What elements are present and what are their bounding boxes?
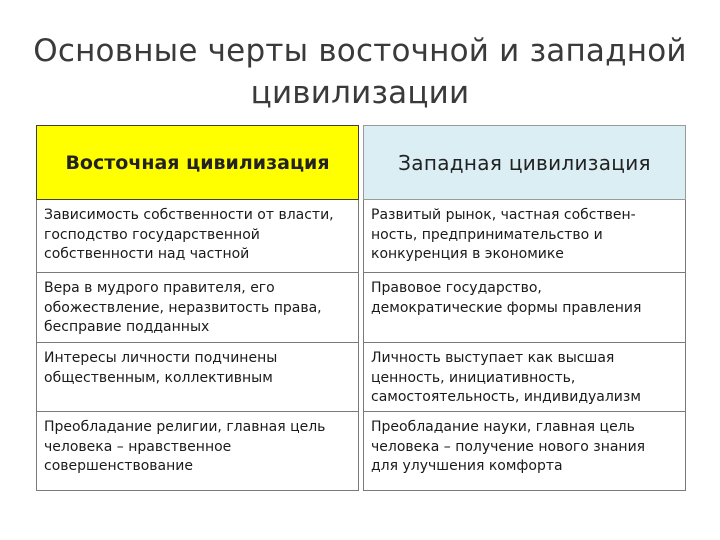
row-3-west xyxy=(363,343,686,412)
cell-line: человека – получение нового знания xyxy=(371,438,646,455)
cell-line: человека – нравственное xyxy=(44,438,232,455)
cell-line: обожествление, неразвитость права, xyxy=(44,299,322,316)
cell-line: для улучшения комфорта xyxy=(371,458,563,474)
cell-line: Личность выступает как высшая xyxy=(371,350,615,366)
cell-line: Правовое государство, xyxy=(371,280,542,296)
cell-line: собственности над частной xyxy=(44,246,250,262)
slide-title xyxy=(20,30,700,114)
row-1-east xyxy=(36,200,359,273)
row-2-west xyxy=(363,273,686,343)
cell-line: самостоятельность, индивидуализм xyxy=(371,389,641,405)
slide-title-line-1: Основные черты восточной и западной xyxy=(33,33,687,69)
cell-line: конкуренция в экономике xyxy=(371,246,564,262)
header-west: Западная цивилизация xyxy=(363,125,686,200)
row-4-west xyxy=(363,412,686,491)
row-1-west xyxy=(363,200,686,273)
cell-line: господство государственной xyxy=(44,226,260,243)
cell-line: общественным, коллективным xyxy=(44,369,273,386)
cell-line: Интересы личности подчинены xyxy=(44,350,278,366)
cell-line: бесправие подданных xyxy=(44,319,210,335)
slide-title-line-2: цивилизации xyxy=(250,75,470,111)
header-east: Восточная цивилизация xyxy=(36,125,359,200)
cell-line: Зависимость собственности от власти, xyxy=(44,207,334,223)
cell-line: ценность, инициативность, xyxy=(371,369,576,386)
comparison-table xyxy=(36,125,686,491)
row-4-east xyxy=(36,412,359,491)
cell-line: Преобладание науки, главная цель xyxy=(371,419,635,435)
cell-line: Вера в мудрого правителя, его xyxy=(44,280,275,296)
cell-line: демократические формы правления xyxy=(371,299,642,316)
cell-line: Развитый рынок, частная собствен- xyxy=(371,207,636,223)
row-3-east xyxy=(36,343,359,412)
row-2-east xyxy=(36,273,359,343)
cell-line: ность, предпринимательство и xyxy=(371,226,603,243)
cell-line: Преобладание религии, главная цель xyxy=(44,419,326,435)
cell-line: совершенствование xyxy=(44,458,193,474)
